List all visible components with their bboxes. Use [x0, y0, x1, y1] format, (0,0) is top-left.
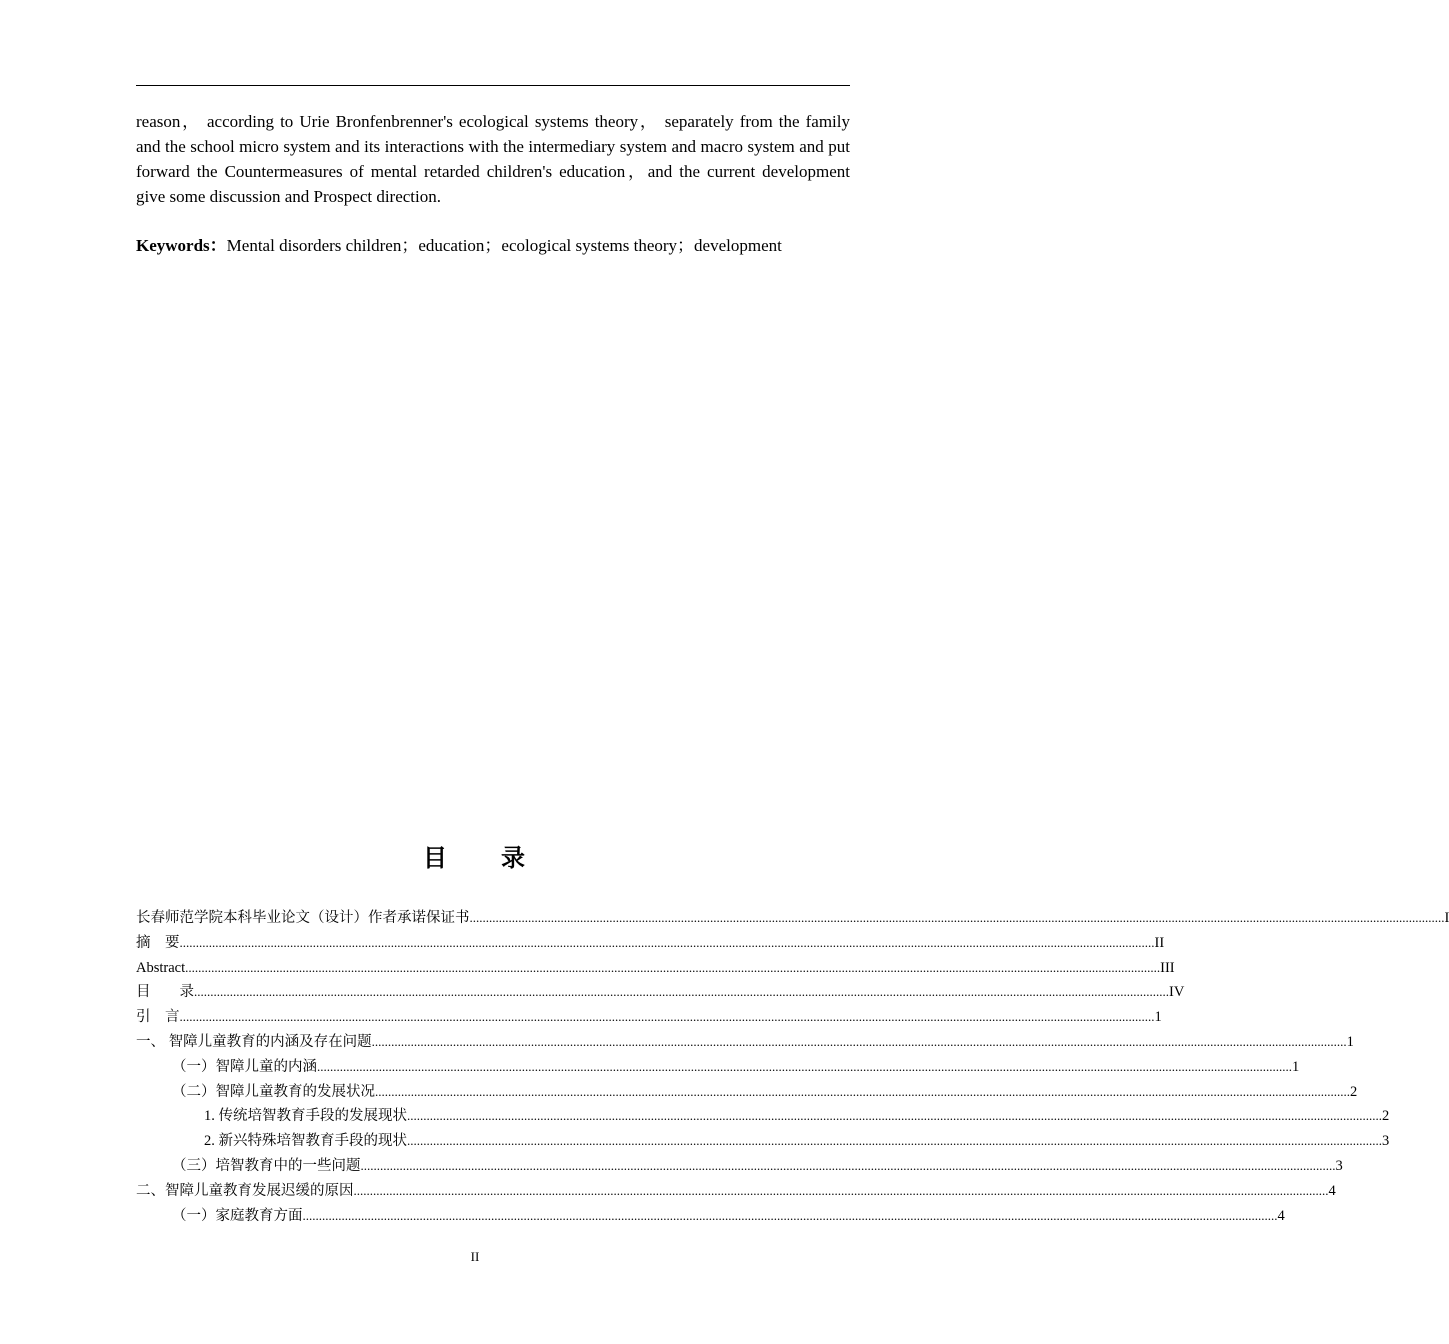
- keywords-label: Keywords：: [136, 236, 227, 255]
- toc-entry[interactable]: [136, 1104, 1390, 1129]
- toc-entry[interactable]: [136, 980, 1185, 1005]
- toc-entry-page: 3: [1382, 1133, 1390, 1150]
- toc-leader-dots: ............................................................................................................................................................................................................................................................................................................: [407, 1133, 1382, 1149]
- toc-entry-label: 摘 要: [136, 934, 180, 951]
- toc-entry[interactable]: [136, 1005, 1162, 1030]
- toc-leader-dots: ............................................................................................................................................................................................................................................................................................................: [179, 1009, 1155, 1025]
- toc-entry-label: （一）家庭教育方面: [172, 1207, 303, 1224]
- toc-entry-page: 1: [1154, 1009, 1162, 1026]
- toc-entry-label: 1. 传统培智教育手段的发展现状: [204, 1108, 407, 1125]
- toc-entry[interactable]: [136, 906, 1449, 931]
- toc-entry-page: 2: [1350, 1083, 1358, 1100]
- toc-entry[interactable]: [136, 1080, 1358, 1105]
- toc-entry[interactable]: [136, 1179, 1336, 1204]
- toc-entry-label: （一）智障儿童的内涵: [172, 1058, 317, 1075]
- toc-entry-label: （二）智障儿童教育的发展状况: [172, 1083, 375, 1100]
- toc-entry[interactable]: [136, 1204, 1285, 1229]
- toc-entry-label: 二、智障儿童教育发展迟缓的原因: [136, 1182, 354, 1199]
- keywords-text: Mental disorders children；education；ecological systems theory；development: [226, 236, 782, 255]
- toc-leader-dots: ............................................................................................................................................................................................................................................................................................................: [179, 934, 1155, 950]
- toc-entry[interactable]: [136, 1154, 1343, 1179]
- toc-leader-dots: ............................................................................................................................................................................................................................................................................................................: [302, 1207, 1278, 1223]
- page-number: II: [470, 1249, 480, 1264]
- toc-leader-dots: ............................................................................................................................................................................................................................................................................................................: [360, 1157, 1336, 1173]
- toc-entry-page: 3: [1335, 1157, 1343, 1174]
- toc-entry[interactable]: [136, 931, 1165, 956]
- toc-leader-dots: ............................................................................................................................................................................................................................................................................................................: [469, 910, 1445, 925]
- toc-entry-page: II: [1154, 934, 1165, 951]
- toc-entry-page: 1: [1292, 1058, 1300, 1075]
- toc-leader-dots: ............................................................................................................................................................................................................................................................................................................: [407, 1108, 1382, 1124]
- keywords-line: [136, 233, 850, 258]
- toc-entry-page: 2: [1382, 1108, 1390, 1125]
- toc-leader-dots: ............................................................................................................................................................................................................................................................................................................: [371, 1033, 1347, 1049]
- toc-entry-label: 一、 智障儿童教育的内涵及存在问题: [136, 1033, 372, 1050]
- toc-entry-label: 2. 新兴特殊培智教育手段的现状: [204, 1133, 407, 1150]
- toc-entry-label: Abstract: [136, 959, 186, 976]
- toc-entry[interactable]: [136, 956, 1175, 981]
- toc-entry-label: 目 录: [136, 984, 194, 1001]
- toc-entry[interactable]: [136, 1129, 1390, 1154]
- toc-title: 目 录: [423, 844, 527, 872]
- toc-entry-page: 4: [1328, 1182, 1336, 1199]
- toc-entry-page: I: [1444, 910, 1449, 926]
- toc-entry[interactable]: [136, 1055, 1300, 1080]
- toc-leader-dots: ............................................................................................................................................................................................................................................................................................................: [185, 959, 1161, 975]
- toc-leader-dots: ............................................................................................................................................................................................................................................................................................................: [353, 1182, 1329, 1198]
- abstract-continuation: reason， according to Urie Bronfenbrenner's ecological systems theory， separately from the family and the school micro system and its interactions with the intermediary system and macro system and put forward the Countermeasures of mental retarded children's education，and the current development give some discussion and Prospect direction.: [136, 112, 850, 206]
- toc-entry-label: 长春师范学院本科毕业论文（设计）作者承诺保证书: [136, 910, 470, 926]
- toc-entry-page: III: [1160, 959, 1175, 976]
- header-rule: [136, 85, 850, 86]
- toc-entry-page: 4: [1277, 1207, 1285, 1224]
- toc-leader-dots: ............................................................................................................................................................................................................................................................................................................: [375, 1083, 1350, 1099]
- toc-entry-page: 1: [1346, 1033, 1354, 1050]
- toc-leader-dots: ............................................................................................................................................................................................................................................................................................................: [317, 1058, 1292, 1074]
- toc-entry-label: 引 言: [136, 1009, 180, 1026]
- table-of-contents: [136, 906, 1449, 1228]
- toc-entry-label: （三）培智教育中的一些问题: [172, 1157, 361, 1174]
- toc-entry[interactable]: [136, 1030, 1354, 1055]
- toc-entry-page: IV: [1169, 984, 1185, 1001]
- toc-leader-dots: ............................................................................................................................................................................................................................................................................................................: [194, 984, 1169, 1000]
